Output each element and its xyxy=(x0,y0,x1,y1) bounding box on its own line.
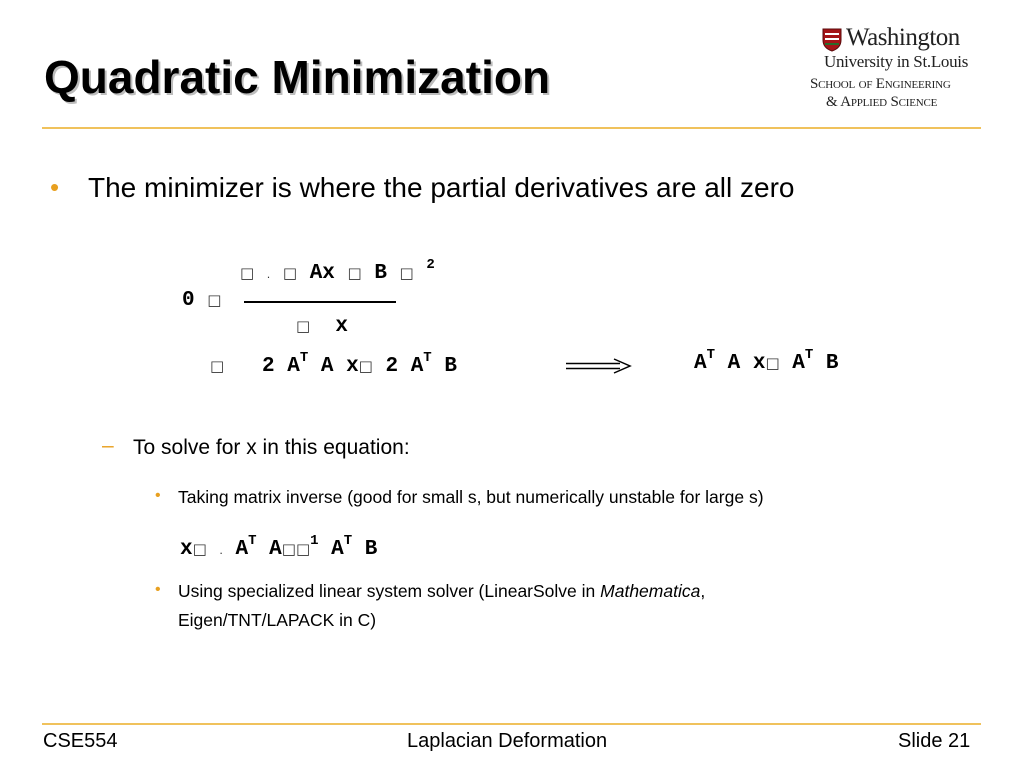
zero-value: 0 xyxy=(182,289,195,312)
matrix-a: A xyxy=(320,355,334,378)
placeholder-glyph: □ xyxy=(281,540,296,558)
crest-icon xyxy=(822,28,842,52)
equation-zero xyxy=(182,289,221,312)
placeholder-glyph: □ xyxy=(240,264,255,282)
placeholder-glyph: □ xyxy=(295,540,311,558)
university-logo xyxy=(812,26,987,116)
matrix-b: B xyxy=(444,355,457,378)
rhs-coef: 2 xyxy=(385,355,399,378)
transpose: T xyxy=(423,350,432,366)
equation-denominator xyxy=(296,315,348,338)
placeholder-glyph: □ xyxy=(358,357,373,375)
equation-inverse: x□ . $A^T$ A□□$^1$ $A^T$ B xyxy=(180,533,378,561)
footer-slide-number: Slide 21 xyxy=(898,730,971,752)
placeholder-glyph: □ xyxy=(192,540,207,558)
matrix-b: B xyxy=(825,352,839,375)
footer-course: CSE554 xyxy=(43,730,118,752)
slide-title: Quadratic Minimization xyxy=(44,51,551,103)
vector-x: x xyxy=(346,355,359,378)
matrix-a: A xyxy=(269,538,282,561)
rhs-coef: 2 xyxy=(262,355,275,378)
placeholder-glyph: □ xyxy=(207,291,222,309)
solver-mathematica: Mathematica xyxy=(600,581,701,601)
matrix-a: A xyxy=(727,352,741,375)
placeholder-glyph: □ xyxy=(282,264,298,282)
numerator-b: B xyxy=(374,262,387,285)
logo-line-university: University in St.Louis xyxy=(824,52,969,71)
transpose: T xyxy=(248,533,257,549)
bullet-dot-icon: • xyxy=(155,487,161,504)
equation-numerator: □ . □ Ax □ B □ $^2$ xyxy=(240,257,435,285)
footer-topic: Laplacian Deformation xyxy=(407,730,608,752)
matrix-a: A xyxy=(694,352,707,375)
numerator-exponent: 2 xyxy=(426,257,435,273)
placeholder-glyph: □ xyxy=(347,264,362,282)
matrix-a: A xyxy=(410,355,424,378)
placeholder-glyph: □ xyxy=(765,354,780,372)
bullet-dot-icon: • xyxy=(50,172,60,202)
transpose: T xyxy=(343,533,353,549)
solver-comma: , xyxy=(700,581,706,601)
numerator-ax: Ax xyxy=(309,262,335,285)
vector-x: x xyxy=(180,538,193,561)
implies-arrow-icon xyxy=(566,358,632,374)
denominator-x: x xyxy=(335,315,349,338)
bullet-item-solver-line2: Eigen/TNT/LAPACK in C) xyxy=(178,610,377,630)
matrix-a: A xyxy=(331,538,344,561)
bullet-dot-icon: • xyxy=(155,581,161,598)
footer-divider xyxy=(42,723,981,725)
transpose: T xyxy=(804,347,814,363)
placeholder-glyph: □ xyxy=(296,317,311,335)
transpose: T xyxy=(706,347,716,363)
matrix-a: A xyxy=(792,352,805,375)
matrix-b: B xyxy=(364,538,378,561)
equation-normal xyxy=(694,347,839,375)
transpose: T xyxy=(299,350,309,366)
bullet-sub: To solve for x in this equation: xyxy=(133,436,410,459)
bullet-dash-icon: – xyxy=(102,434,114,457)
logo-line-washington: Washington xyxy=(846,24,960,51)
inverse-exponent: 1 xyxy=(310,533,319,549)
solver-text: Using specialized linear system solver (LinearSolve in xyxy=(178,581,601,601)
vector-x: x xyxy=(752,352,766,375)
logo-line-school: School of Engineering xyxy=(810,76,951,92)
logo-line-applied: & Applied Science xyxy=(826,94,938,110)
header-divider xyxy=(42,127,981,129)
bullet-item-inverse: Taking matrix inverse (good for small s, but numerically unstable for large s) xyxy=(178,487,764,507)
matrix-a: A xyxy=(235,538,249,561)
placeholder-glyph: □ xyxy=(399,264,414,282)
fraction-bar xyxy=(244,301,396,303)
bullet-main: The minimizer is where the partial derivatives are all zero xyxy=(88,172,795,203)
bullet-item-solver xyxy=(178,581,705,602)
placeholder-glyph: □ xyxy=(210,357,225,375)
matrix-a: A xyxy=(287,355,300,378)
equation-rhs xyxy=(210,350,457,378)
